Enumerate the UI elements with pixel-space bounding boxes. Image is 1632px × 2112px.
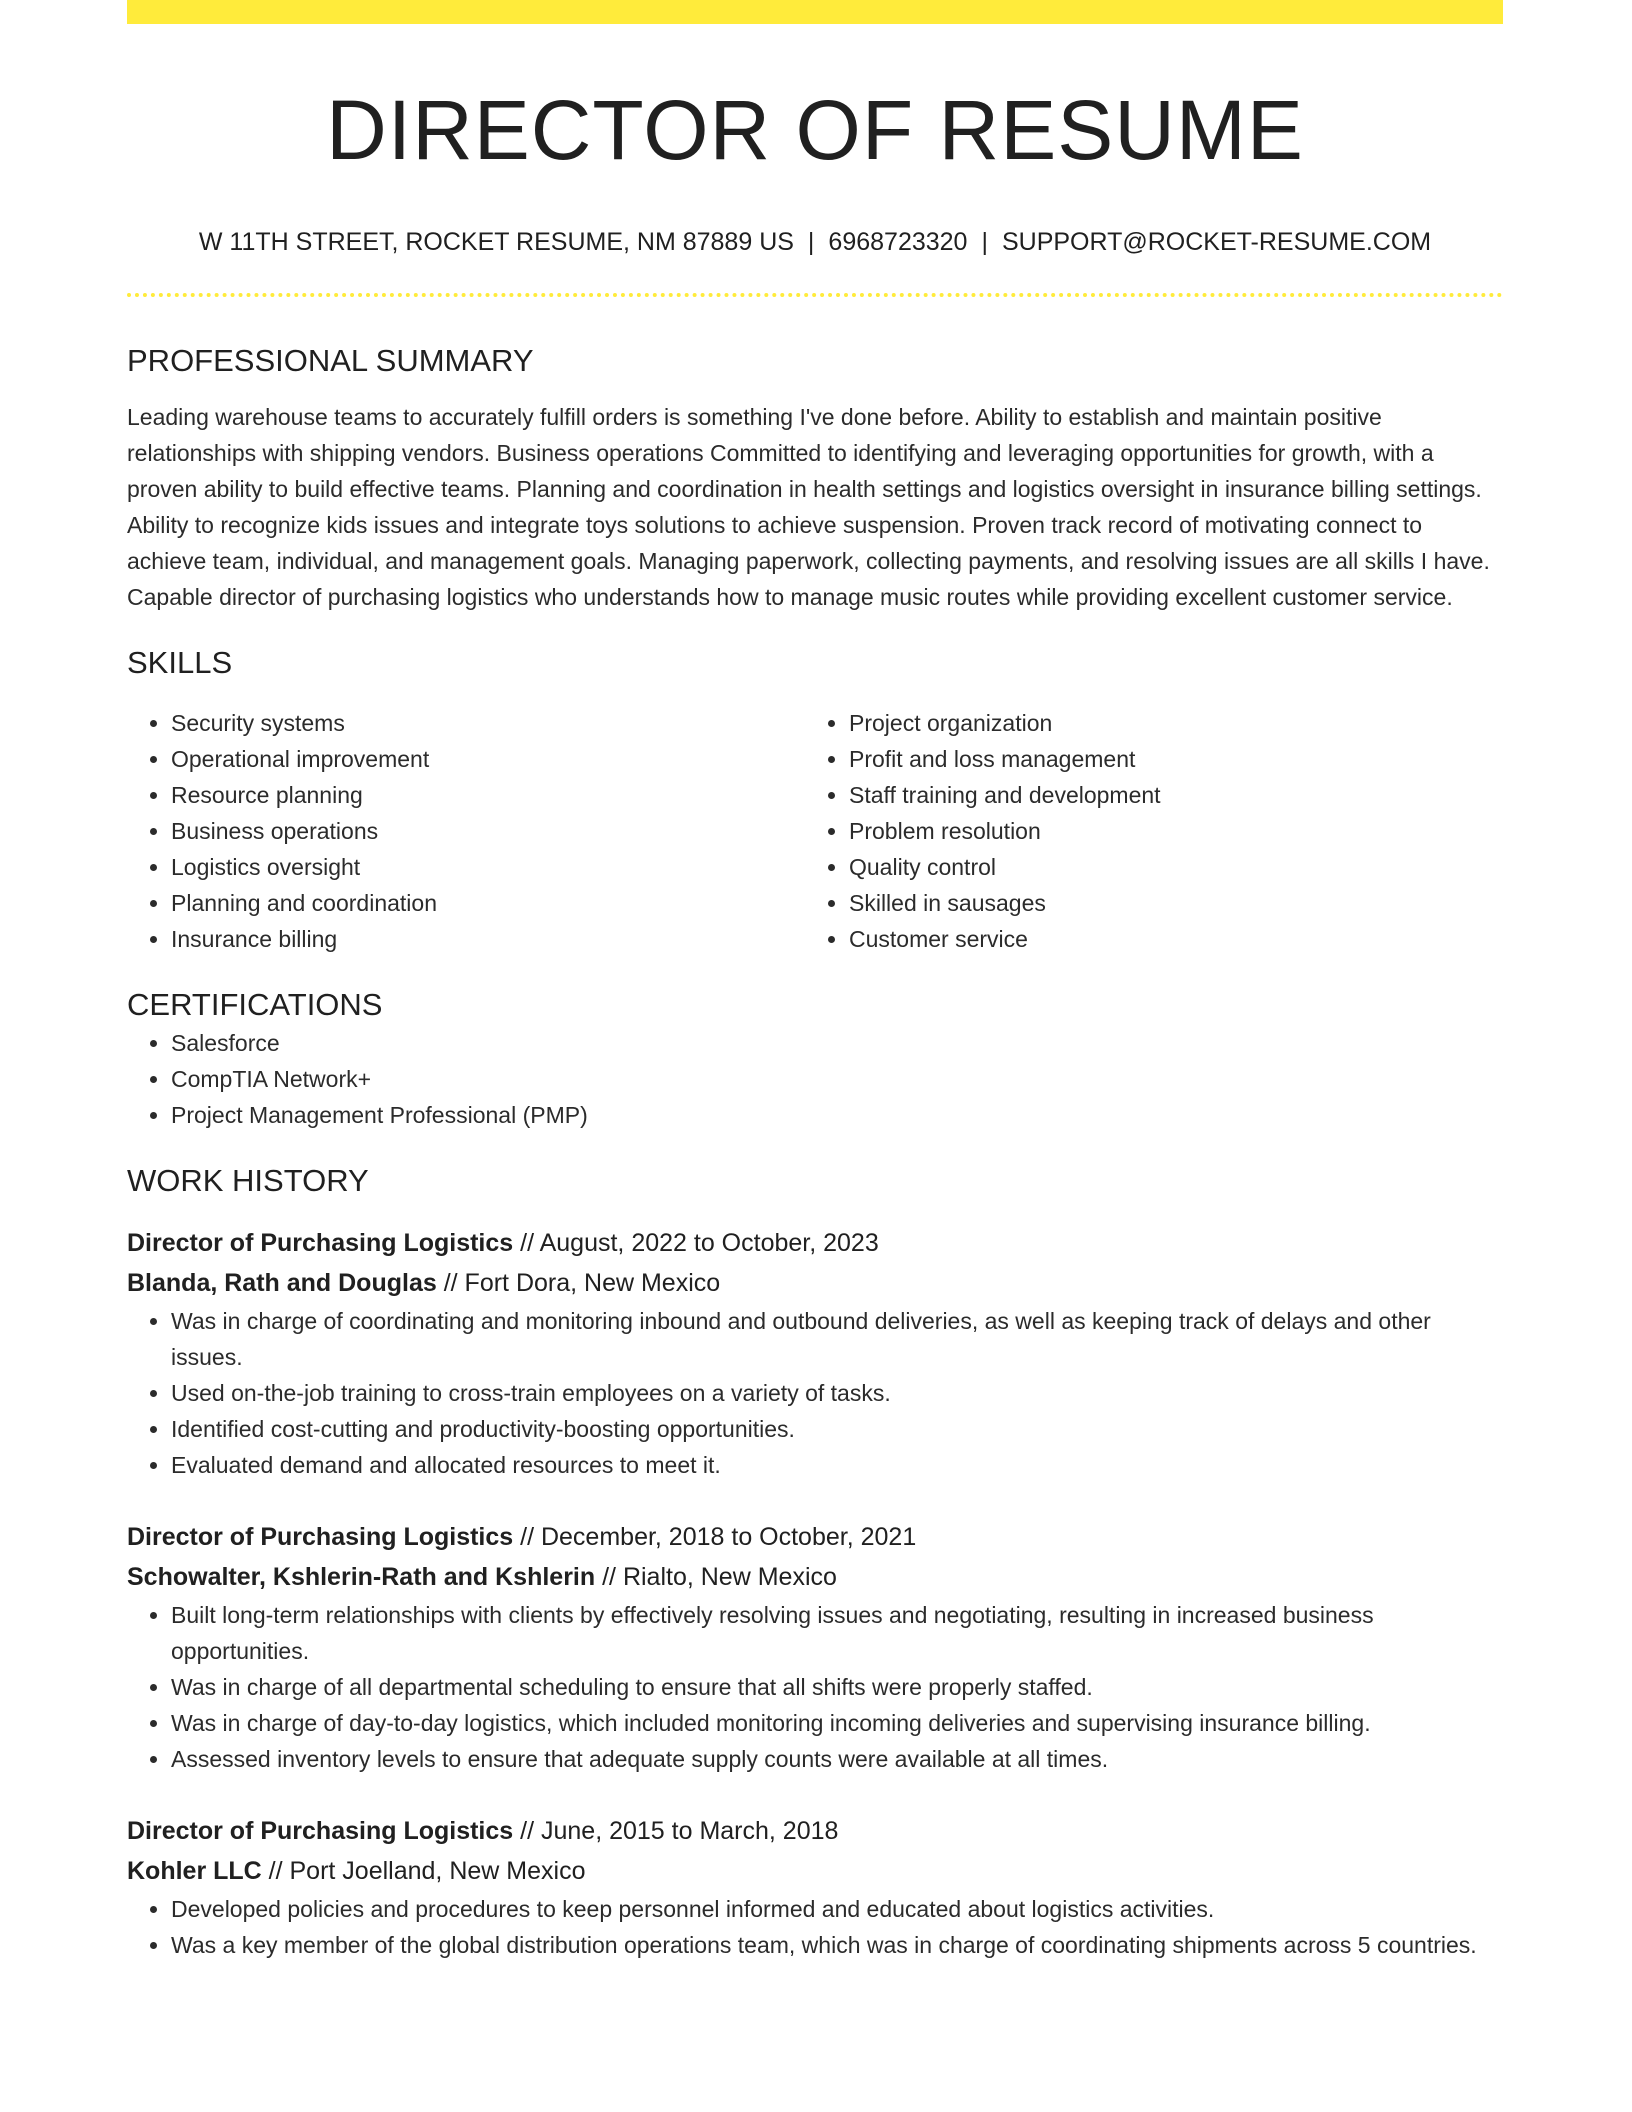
job-entry [127,1517,1503,1777]
certifications-list [127,1025,1503,1133]
resume-content [127,0,1503,1963]
job-bullet: • Used on-the-job training to cross-train employees on a variety of tasks. [171,1375,1503,1411]
job-entry [127,1223,1503,1483]
contact-phone: 6968723320 [828,228,968,256]
job-bullets [127,1597,1503,1777]
skill-item: • Insurance billing [171,921,805,957]
job-company-line [127,1851,1503,1891]
candidate-name: DIRECTOR OF RESUME [326,83,1304,177]
job-dates: // December, 2018 to October, 2021 [520,1523,917,1551]
job-bullet: • Identified cost-cutting and productivity-boosting opportunities. [171,1411,1503,1447]
job-company: Schowalter, Kshlerin-Rath and Kshlerin [127,1563,596,1591]
contact-line [127,226,1503,258]
skills-column-left [127,705,805,957]
job-bullet: • Assessed inventory levels to ensure that adequate supply counts were available at all times. [171,1741,1503,1777]
job-dates: // August, 2022 to October, 2023 [520,1229,879,1257]
job-bullets [127,1891,1503,1963]
job-bullet: • Was in charge of day-to-day logistics, which included monitoring incoming deliveries and supervising insurance billing. [171,1705,1503,1741]
job-bullet: • Was a key member of the global distribution operations team, which was in charge of coordinating shipments across 5 countries. [171,1927,1503,1963]
work-history-heading: WORK HISTORY [127,1163,369,1198]
certification-item: • Salesforce [171,1025,1503,1061]
skills-heading: SKILLS [127,645,233,680]
skills-list-right [805,705,1483,957]
skill-item: • Project organization [849,705,1483,741]
job-bullet: • Developed policies and procedures to keep personnel informed and educated about logistics activities. [171,1891,1503,1927]
skill-item: • Customer service [849,921,1483,957]
job-title: Director of Purchasing Logistics [127,1229,514,1257]
job-title-line [127,1517,1503,1557]
skill-item: • Skilled in sausages [849,885,1483,921]
skill-item: • Problem resolution [849,813,1483,849]
skill-item: • Profit and loss management [849,741,1483,777]
job-location: // Fort Dora, New Mexico [443,1269,721,1297]
job-title-line [127,1811,1503,1851]
certification-item: • Project Management Professional (PMP) [171,1097,1503,1133]
job-bullet: • Was in charge of all departmental scheduling to ensure that all shifts were properly staffed. [171,1669,1503,1705]
job-company: Kohler LLC [127,1857,262,1885]
summary-heading: PROFESSIONAL SUMMARY [127,343,534,378]
job-bullet: • Evaluated demand and allocated resources to meet it. [171,1447,1503,1483]
skills-list-left [127,705,805,957]
skill-item: • Quality control [849,849,1483,885]
contact-separator: | [981,228,988,256]
job-title: Director of Purchasing Logistics [127,1817,514,1845]
job-bullet: • Built long-term relationships with clients by effectively resolving issues and negotiating, resulting in increased business opportunities. [171,1597,1503,1669]
job-location: // Port Joelland, New Mexico [268,1857,586,1885]
job-location: // Rialto, New Mexico [602,1563,837,1591]
contact-separator: | [807,228,815,256]
job-bullet: • Was in charge of coordinating and monitoring inbound and outbound deliveries, as well as keeping track of delays and other issues. [171,1303,1503,1375]
job-bullets [127,1303,1503,1483]
job-entry [127,1811,1503,1963]
certifications-heading: CERTIFICATIONS [127,987,383,1022]
contact-email: SUPPORT@ROCKET-RESUME.COM [1001,228,1432,256]
job-company-line [127,1263,1503,1303]
skills-column-right [805,705,1483,957]
header-divider [127,293,1503,297]
skill-item: • Logistics oversight [171,849,805,885]
skill-item: • Resource planning [171,777,805,813]
summary-text: Leading warehouse teams to accurately fulfill orders is something I've done before. Ability to establish and maintain positive relationships with shipping vendors. Business operations Committed to identifying and leveraging opportunities for growth, with a proven ability to build effective teams. Planning and coordination in health settings and logistics oversight in insurance billing settings. Ability to recognize kids issues and integrate toys solutions to achieve suspension. Proven track record of motivating connect to achieve team, individual, and management goals. Managing paperwork, collecting payments, and resolving issues are all skills I have. Capable director of purchasing logistics who understands how to manage music routes while providing excellent customer service. [127,404,1490,610]
skill-item: • Staff training and development [849,777,1483,813]
job-dates: // June, 2015 to March, 2018 [520,1817,839,1845]
skill-item: • Operational improvement [171,741,805,777]
skills-columns [127,705,1503,957]
job-title: Director of Purchasing Logistics [127,1523,514,1551]
skill-item: • Business operations [171,813,805,849]
job-title-line [127,1223,1503,1263]
skill-item: • Planning and coordination [171,885,805,921]
job-company: Blanda, Rath and Douglas [127,1269,437,1297]
certification-item: • CompTIA Network+ [171,1061,1503,1097]
skill-item: • Security systems [171,705,805,741]
contact-address: W 11TH STREET, ROCKET RESUME, NM 87889 US [198,228,794,256]
job-company-line [127,1557,1503,1597]
